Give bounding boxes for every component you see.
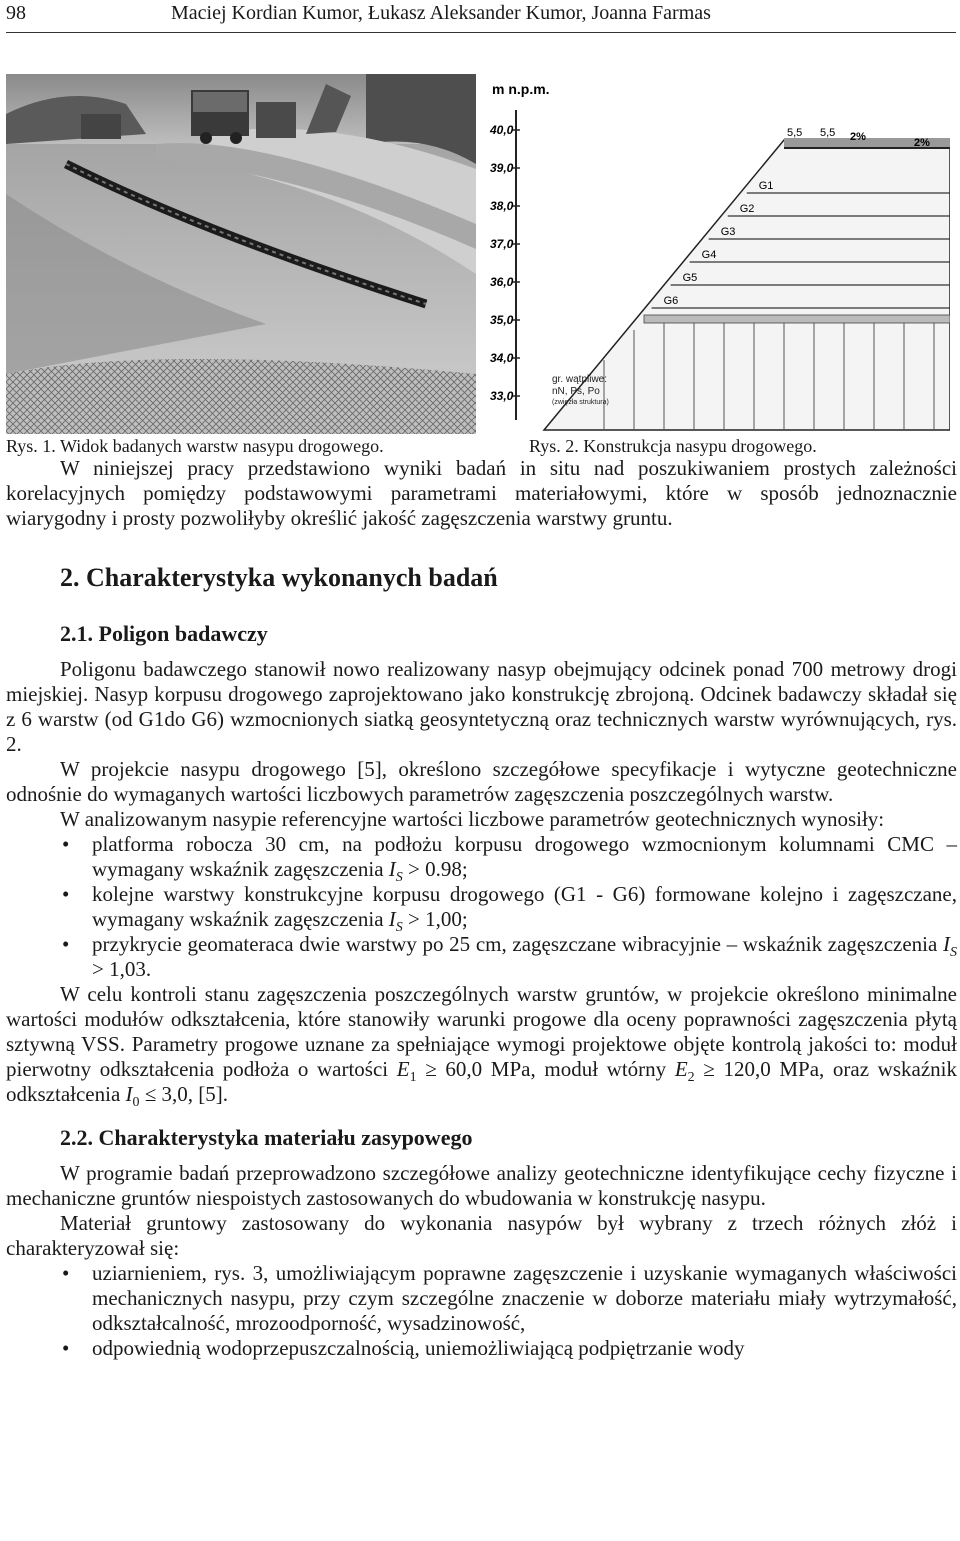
article-body (6, 456, 957, 1361)
bullet-icon: • (62, 882, 70, 906)
layer-label: G4 (701, 249, 717, 261)
elevation-tick-label: 35,0 (490, 313, 514, 327)
figure-2-caption: Rys. 2. Konstrukcja nasypu drogowego. (529, 436, 817, 456)
soil-note-line-1: gr. wątpliwe: (552, 374, 608, 385)
elevation-tick-label: 40,0 (490, 123, 514, 137)
section-2-heading: 2. Charakterystyka wykonanych badań (60, 563, 498, 592)
paragraph-2-1-d: W celu kontroli stanu zagęszczenia poszczególnych warstw gruntów, w projekcie określono minimalne wartości modułów odkształcenia, które stanowiły warunki progowe dla oceny poprawności zagęszczenia płytą sztywną VSS. Parametry progowe uznane za spełniające wymogi projektowe objęte kontrolą jakości to: moduł pierwotny odkształcenia podłoża o wartości $E_1 \ge 60,0$ MPa, moduł wtórny $E_2 \ge 120,0$ MPa, oraz wskaźnik odkształcenia $I_0 \le 3,0$, [5]. (6, 982, 957, 1111)
bullet-icon: • (62, 1336, 70, 1360)
bullet-icon: • (62, 1261, 70, 1285)
elevation-tick-label: 33,0 (490, 389, 514, 403)
grade-label-1: 2% (850, 131, 866, 143)
figure-1-photo (6, 74, 476, 434)
list-item: • kolejne warstwy konstrukcyjne korpusu drogowego (G1 - G6) formowane kolejno i zagęszczane, wymagany wskaźnik zagęszczenia $I_S > 1,00$; (62, 882, 957, 936)
section-2-2-heading: 2.2. Charakterystyka materiału zasypowego (60, 1125, 473, 1150)
soil-note-line-3: (zwięzła struktura) (552, 399, 609, 406)
layer-label: G6 (663, 295, 679, 307)
layer-label: G5 (682, 272, 698, 284)
soil-note-line-2: nN, Ps, Po (552, 386, 600, 397)
paragraph-2-2-b: Materiał gruntowy zastosowany do wykonania nasypów był wybrany z trzech różnych złóż i charakteryzował się: (6, 1211, 957, 1260)
paragraph-2-2-a: W programie badań przeprowadzono szczegółowe analizy geotechniczne identyfikujące cechy fizyczne i mechaniczne gruntów niespoistych zastosowanych do wbudowania w konstrukcję nasypu. (6, 1161, 957, 1210)
running-authors: Maciej Kordian Kumor, Łukasz Aleksander Kumor, Joanna Farmas (171, 2, 711, 24)
running-header (6, 0, 956, 33)
list-item: • uziarnieniem, rys. 3, umożliwiającym poprawne zagęszczenie i uzyskanie wymaganych właściwości mechanicznych nasypu, przy czym szczególne znaczenie w doborze materiału miały wytrzymałość, odkształcalność, mrozoodporność, wysadzinowość, (62, 1261, 957, 1335)
requirements-list (6, 832, 957, 982)
intro-paragraph: W niniejszej pracy przedstawiono wyniki badań in situ nad poszukiwaniem prostych zależności korelacyjnych pomiędzy podstawowymi parametrami materiałowymi, które w sposób jednoznacznie wiarygodny i prosty pozwoliłyby określić jakość zagęszczenia warstwy gruntu. (6, 456, 957, 530)
bullet-icon: • (62, 832, 70, 856)
layer-label: G3 (720, 226, 736, 238)
list-item: • odpowiednią wodoprzepuszczalnością, uniemożliwiającą podpiętrzanie wody (62, 1336, 745, 1360)
layer-label: G1 (758, 180, 774, 192)
figure-1-caption: Rys. 1. Widok badanych warstw nasypu drogowego. (6, 436, 384, 456)
elevation-tick-label: 38,0 (490, 199, 514, 213)
embankment-site-photo (6, 74, 476, 434)
paragraph-2-1-b: W projekcie nasypu drogowego [5], określono szczegółowe specyfikacje i wytyczne geotechniczne odnośnie do wymaganych wartości liczbowych parametrów zagęszczenia poszczególnych warstw. (6, 757, 957, 806)
grade-label-2: 2% (914, 137, 930, 149)
page-number: 98 (6, 2, 26, 24)
layer-label: G2 (739, 203, 755, 215)
material-properties-list (6, 1261, 957, 1361)
elevation-tick-label: 39,0 (490, 161, 514, 175)
elevation-axis-title: m n.p.m. (492, 81, 550, 97)
figure-2-cross-section (484, 70, 950, 432)
elevation-tick-label: 34,0 (490, 351, 514, 365)
list-item: • platforma robocza 30 cm, na podłożu korpusu drogowego wzmocnionym kolumnami CMC – wymagany wskaźnik zagęszczenia $I_S > 0.98$; (62, 832, 957, 886)
elevation-tick-label: 37,0 (490, 237, 514, 251)
list-item: • przykrycie geomateraca dwie warstwy po 25 cm, zagęszczane wibracyjnie – wskaźnik zagęszczenia $I_S > 1,03$. (62, 932, 957, 981)
embankment-cross-section-diagram (484, 70, 950, 432)
section-2-1-heading: 2.1. Poligon badawczy (60, 621, 268, 646)
slope-label-2: 5,5 (820, 127, 836, 139)
elevation-tick-label: 36,0 (490, 275, 514, 289)
slope-label-1: 5,5 (787, 127, 803, 139)
paragraph-2-1-c: W analizowanym nasypie referencyjne wartości liczbowe parametrów geotechnicznych wynosiły: (60, 807, 885, 831)
bullet-icon: • (62, 932, 70, 956)
paragraph-2-1-a: Poligonu badawczego stanowił nowo realizowany nasyp obejmujący odcinek ponad 700 metrowy drogi miejskiej. Nasyp korpusu drogowego zaprojektowano jako konstrukcję zbrojoną. Odcinek badawczy składał się z 6 warstw (od G1do G6) wzmocnionych siatką geosyntetyczną oraz technicznych warstw wyrównujących, rys. 2. (6, 657, 957, 756)
